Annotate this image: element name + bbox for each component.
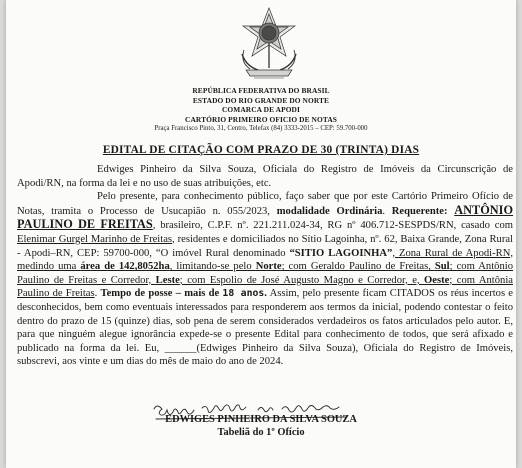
applicant-label: Requerente:	[391, 205, 455, 217]
text-run: .	[382, 205, 392, 217]
header-line-cartorio: CARTÓRIO PRIMEIRO OFICIO DE NOTAS	[185, 114, 337, 124]
document-page	[6, 0, 516, 468]
text-run: , residentes e domiciliados no Sítio Lagoinha, nº. 62, Baixa Grande, Zona Rural - Apodi–RN, CEP: 59700-000,	[17, 233, 514, 259]
text-run: ; com Espolio de José Augusto Magno e Corredor, e,	[179, 274, 425, 286]
document-body	[17, 163, 513, 369]
modality-text: modalidade Ordinária	[276, 205, 383, 217]
text-run: ; com Geraldo Paulino de Freitas,	[281, 261, 435, 273]
possession-years: 18 anos	[222, 288, 265, 300]
property-intro: “O imóvel Rural denominado	[155, 247, 290, 259]
text-run: .	[94, 288, 101, 300]
boundary-west: Oeste	[424, 274, 450, 286]
possession-label: Tempo de posse – mais de	[100, 288, 223, 300]
header-address: Praça Francisco Pinto, 31, Centro, Telefax (84) 3333-2015 – CEP: 59.700-000	[154, 125, 368, 132]
header-line-comarca: COMARCA DE APODI	[222, 105, 300, 114]
text-run: (Edwiges Pinheiro da Silva Souza), Oficiala do Registro de Imóveis, subscrevi, aos vinte e um dias do mês de maio do ano de 2024.	[17, 342, 513, 368]
text-run: Pelo presente, para conhecimento público, faço saber que por este Cartório Primeiro Ofício de Notas, tramita o Processo de Usucapião n. 055/2023,	[17, 191, 513, 217]
property-name: “SITIO LAGOINHA”	[289, 247, 393, 259]
boundary-south: Sul	[434, 261, 450, 273]
header-line-republic: REPÚBLICA FEDERATIVA DO BRASIL	[192, 86, 330, 95]
boundary-north: Norte	[255, 261, 282, 273]
document-title: EDITAL DE CITAÇÃO COM PRAZO DE 30 (TRINTA) DIAS	[102, 144, 420, 156]
main-paragraph	[17, 190, 513, 369]
text-run: , limitando-se pelo	[169, 261, 256, 273]
text-run: Assim, pelo presente ficam CITADOS os réus incertos e desconhecidos, bem como eventuais interessados para responderem aos termos da inicial, podendo contestar o feito dentro do prazo de 15 (quinze) dias, sob pena de serem considerados verdadeiros os fatos articulados pelo autor. E, para que ninguém alegue ignorância expede-se o presente Edital para conhecimento de todos, que será afixado e publicado na forma da lei. Eu,	[17, 288, 514, 354]
header-line-state: ESTADO DO RIO GRANDE DO NORTE	[192, 95, 330, 105]
text-run: ; com Antônia Paulino de Freitas	[17, 274, 513, 300]
coat-of-arms-seal	[236, 6, 302, 84]
text-run: ; com Antônio Paulino de Freitas e Corredor,	[17, 261, 514, 286]
letterhead	[6, 86, 516, 134]
signer-role: Tabeliã do 1º Ofício	[217, 427, 305, 438]
text-run: .	[264, 288, 267, 300]
boundary-east: Leste	[155, 274, 180, 286]
intro-paragraph: Edwiges Pinheiro da Silva Souza, Oficiala do Registro de Imóveis da Circunscrição de Apodi/RN, na forma da lei e no uso de suas atribuições, etc.	[17, 164, 513, 189]
text-run: , brasileiro, C.P.F. nº. 221.211.024-34, RG nº 406.712-SESPDS/RN, casado com	[152, 220, 513, 232]
applicant-name: ANTÔNIO PAULINO DE FREITAS	[17, 202, 514, 232]
property-area: área de 142,8052ha	[80, 261, 170, 273]
text-run: , Zona Rural de Apodi-RN, medindo uma	[17, 247, 513, 273]
spouse-name: Elenimar Gurgel Marinho de Freitas	[17, 233, 173, 245]
signature-block	[6, 413, 516, 439]
signer-name: EDWIGES PINHEIRO DA SILVA SOUZA	[165, 414, 357, 425]
initials-line: ______	[164, 342, 197, 354]
